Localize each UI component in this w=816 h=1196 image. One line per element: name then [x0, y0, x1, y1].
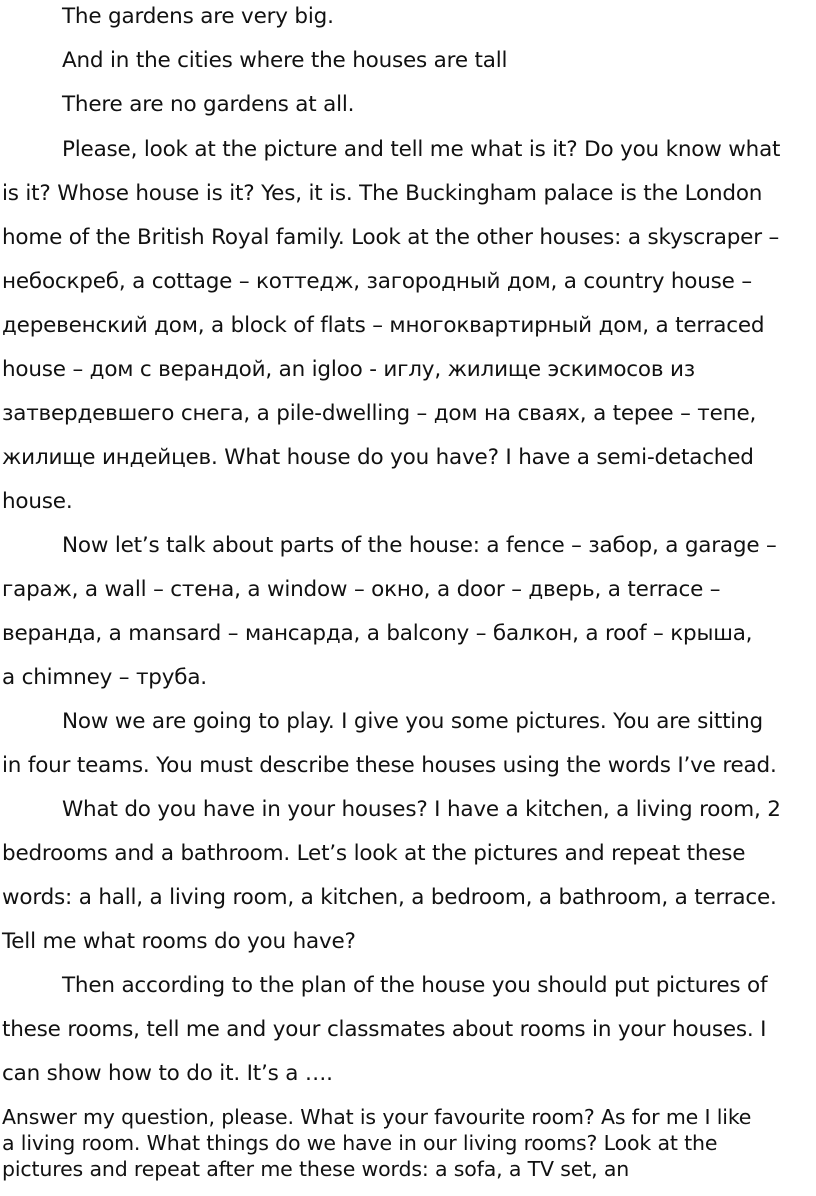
- paragraph-line: What do you have in your houses? I have a kitchen, a living room, 2: [62, 797, 781, 822]
- paragraph-line: Now we are going to play. I give you some pictures. You are sitting: [62, 709, 763, 734]
- paragraph-line: house – дом с верандой, an igloo - иглу, жилище эскимосов из: [2, 357, 695, 382]
- paragraph-line: in four teams. You must describe these houses using the words I’ve read.: [2, 753, 777, 778]
- paragraph-line: Now let’s talk about parts of the house: a fence – забор, a garage –: [62, 533, 777, 558]
- paragraph-line: these rooms, tell me and your classmates about rooms in your houses. I: [2, 1017, 767, 1042]
- paragraph-line: затвердевшего снега, a pile-dwelling – дом на сваях, a tepee – тепе,: [2, 401, 757, 426]
- paragraph-line: bedrooms and a bathroom. Let’s look at the pictures and repeat these: [2, 841, 746, 866]
- paragraph-line: home of the British Royal family. Look at the other houses: a skyscraper –: [2, 225, 780, 250]
- paragraph-line: words: a hall, a living room, a kitchen, a bedroom, a bathroom, a terrace.: [2, 885, 777, 910]
- paragraph-line: can show how to do it. It’s a ….: [2, 1061, 333, 1086]
- paragraph-line: Answer my question, please. What is your favourite room? As for me I like: [2, 1105, 752, 1129]
- poem-line: The gardens are very big.: [62, 4, 334, 29]
- paragraph-line: небоскреб, a cottage – коттедж, загородный дом, a country house –: [2, 269, 752, 294]
- poem-line: There are no gardens at all.: [62, 92, 355, 117]
- paragraph-line: Please, look at the picture and tell me what is it? Do you know what: [62, 137, 781, 162]
- paragraph-line: a chimney – труба.: [2, 665, 207, 690]
- paragraph-line: деревенский дом, a block of flats – многоквартирный дом, a terraced: [2, 313, 765, 338]
- paragraph-line: Tell me what rooms do you have?: [2, 929, 356, 954]
- paragraph-line: гараж, a wall – стена, a window – окно, a door – дверь, a terrace –: [2, 577, 721, 602]
- paragraph-line: a living room. What things do we have in our living rooms? Look at the: [2, 1131, 718, 1155]
- paragraph-line: Then according to the plan of the house you should put pictures of: [62, 973, 768, 998]
- paragraph-line: жилище индейцев. What house do you have? I have a semi-detached: [2, 445, 754, 470]
- paragraph-line: pictures and repeat after me these words: a sofa, a TV set, an: [2, 1157, 630, 1181]
- poem-line: And in the cities where the houses are tall: [62, 48, 508, 73]
- paragraph-line: house.: [2, 489, 73, 514]
- paragraph-line: веранда, a mansard – мансарда, a balcony – балкон, a roof – крыша,: [2, 621, 753, 646]
- paragraph-line: is it? Whose house is it? Yes, it is. The Buckingham palace is the London: [2, 181, 763, 206]
